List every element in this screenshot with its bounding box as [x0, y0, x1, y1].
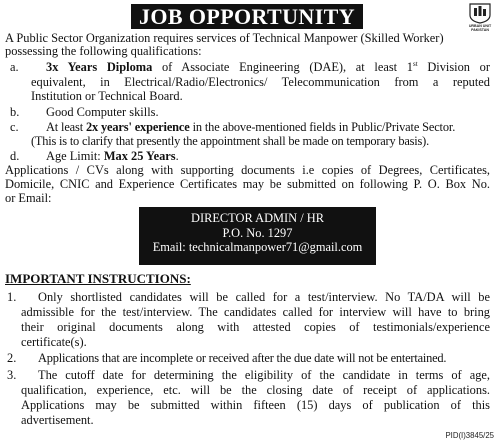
instruction-1-marker: 1.: [7, 290, 17, 304]
logo-caption: [463, 24, 497, 32]
instruction-3-line-4: advertisement.: [21, 413, 94, 427]
item-a-line-3: Institution or Technical Board.: [31, 89, 183, 103]
item-c-after: in the above-mentioned fields in Public/Private Sector.: [189, 120, 456, 134]
instruction-3-marker: 3.: [7, 368, 17, 382]
item-c-line-1: [46, 121, 455, 134]
publication-id: PID(I)3845/25: [445, 431, 494, 440]
applications-line-2: Domicile, CNIC and Experience Certificates may be submitted on following P. O. Box No.: [5, 177, 490, 191]
item-c-bold: 2x years' experience: [85, 120, 190, 134]
instruction-3-line-2: qualification, experience, etc. will be the closing date of receipt of applications.: [21, 383, 490, 397]
instruction-1-line-4: certificate(s).: [21, 335, 87, 349]
item-d-line: [46, 150, 179, 163]
logo-line-1: URBAN UNIT: [468, 24, 492, 28]
page-title: JOB OPPORTUNITY: [131, 4, 363, 29]
instruction-2-line-1: Applications that are incomplete or received after the due date will not be entertained.: [38, 351, 447, 365]
item-a-text-end: Division or: [417, 60, 490, 74]
item-c-marker: c.: [10, 120, 19, 134]
applications-line-1: Applications / CVs along with supporting documents i.e copies of Degrees, Certificates,: [5, 163, 490, 177]
instruction-2-marker: 2.: [7, 351, 17, 365]
contact-email[interactable]: Email: technicalmanpower71@gmail.com: [152, 240, 363, 254]
item-a-line-1: [46, 61, 490, 74]
item-d-after: .: [175, 149, 179, 163]
item-a-marker: a.: [10, 60, 19, 74]
item-a-sup: st: [412, 59, 418, 68]
contact-po-box: P.O. No. 1297: [222, 225, 293, 240]
item-d-marker: d.: [10, 149, 20, 163]
item-c-before: At least: [46, 120, 86, 134]
instruction-1-line-1: Only shortlisted candidates will be called for a test/interview. No TA/DA will be: [38, 290, 490, 304]
item-d-label: Age Limit:: [46, 149, 104, 163]
item-c-line-2: (This is to clarify that presently the appointment shall be made on temporary basis).: [31, 134, 429, 148]
item-b-marker: b.: [10, 105, 20, 119]
instructions-heading: IMPORTANT INSTRUCTIONS:: [5, 271, 191, 286]
item-a-text: of Associate Engineering (DAE), at least 1: [152, 60, 413, 74]
instruction-1-line-2: admissible for the test/interview. The candidates called for interview will have to bring: [21, 305, 490, 319]
item-b-text: Good Computer skills.: [46, 105, 159, 119]
item-d-bold: Max 25 Years: [103, 149, 176, 163]
item-a-line-2: equivalent, in Electrical/Radio/Electronics/ Telecommunication from a reputed: [31, 75, 490, 89]
applications-line-3: or Email:: [5, 191, 52, 205]
instruction-3-line-1: The cutoff date for determining the eligibility of the candidate in terms of age,: [38, 368, 490, 382]
logo-line-2: PAKISTAN: [471, 28, 489, 32]
item-a-bold: 3x Years Diploma: [46, 60, 153, 74]
contact-box: [139, 207, 376, 265]
contact-title: DIRECTOR ADMIN / HR: [191, 211, 324, 225]
intro-line-1: A Public Sector Organization requires services of Technical Manpower (Skilled Worker): [5, 31, 444, 45]
instruction-3-line-3: Applications may be submitted within fifteen (15) days of publication of this: [21, 398, 490, 412]
intro-line-2: possessing the following qualifications:: [5, 44, 202, 58]
instruction-1-line-3: their original documents along with attested copies of testimonials/experience: [21, 320, 490, 334]
